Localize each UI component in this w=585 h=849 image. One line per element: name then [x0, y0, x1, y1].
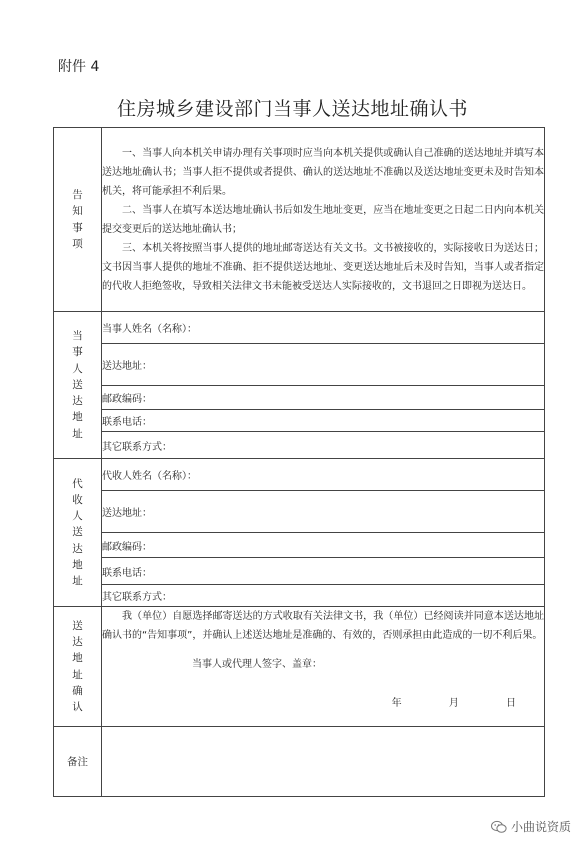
- party-address-field[interactable]: 送达地址：: [102, 344, 545, 386]
- date-year: 年: [391, 698, 402, 709]
- party-name-field[interactable]: 当事人姓名（名称）：: [102, 312, 545, 344]
- agent-other-contact-field[interactable]: 其它联系方式：: [102, 585, 545, 607]
- notice-label: 告 知 事 项: [54, 128, 102, 312]
- notice-content: [102, 128, 545, 312]
- agent-postcode-field[interactable]: 邮政编码：: [102, 533, 545, 558]
- notice-paragraph-2: 二、当事人在填写本送达地址确认书后如发生地址变更，应当在地址变更之日起二日内向本机关提交变更后的送达地址确认书；: [102, 204, 544, 235]
- signature-line[interactable]: 当事人或代理人签字、盖章：: [192, 659, 322, 670]
- date-day: 日: [506, 698, 516, 709]
- date-line[interactable]: [102, 694, 544, 713]
- document-title: 住房城乡建设部门当事人送达地址确认书: [116, 98, 468, 120]
- agent-name-field[interactable]: 代收人姓名（名称）：: [102, 459, 545, 491]
- remarks-label: 备注: [54, 727, 102, 797]
- party-phone-field[interactable]: 联系电话：: [102, 410, 545, 432]
- wechat-icon: [491, 820, 507, 834]
- agent-phone-field[interactable]: 联系电话：: [102, 558, 545, 585]
- annex-label: 附件 4: [58, 59, 100, 75]
- agent-address-label: 代 收 人 送 达 地 址: [54, 459, 102, 607]
- watermark-text: 小曲说资质: [510, 820, 571, 834]
- party-postcode-field[interactable]: 邮政编码：: [102, 386, 545, 410]
- notice-paragraph-1: 一、当事人向本机关申请办理有关事项时应当向本机关提供或确认自己准确的送达地址并填写本送达地址确认书；当事人拒不提供或者提供、确认的送达地址不准确以及送达地址变更未及时告知本机关，将可能承担不利后果。: [102, 147, 544, 197]
- notice-section: [54, 128, 545, 312]
- remarks-section: [54, 727, 545, 797]
- agent-address-field[interactable]: 送达地址：: [102, 491, 545, 533]
- confirmation-statement: 我（单位）自愿选择邮寄送达的方式收取有关法律文书，我（单位）已经阅读并同意本送达地址确认书的“告知事项”，并确认上述送达地址是准确的、有效的，否则承担由此造成的一切不利后果。: [102, 611, 544, 641]
- date-month: 月: [448, 698, 459, 709]
- watermark: [491, 818, 571, 835]
- party-other-contact-field[interactable]: 其它联系方式：: [102, 432, 545, 459]
- notice-paragraph-3: 三、本机关将按照当事人提供的地址邮寄送达有关文书。文书被接收的，实际接收日为送达日；文书因当事人提供的地址不准确、拒不提供送达地址、变更送达地址后未及时告知，当事人或者指定的代收人拒绝签收，导致相关法律文书未能被受送达人实际接收的，文书退回之日即视为送达日。: [102, 242, 544, 292]
- confirmation-label: 送 达 地 址 确 认: [54, 607, 102, 727]
- confirmation-section: [54, 607, 545, 727]
- party-address-label: 当 事 人 送 达 地 址: [54, 312, 102, 459]
- address-confirmation-form: [53, 127, 545, 797]
- confirmation-content: [102, 607, 545, 727]
- remarks-field[interactable]: [102, 727, 545, 797]
